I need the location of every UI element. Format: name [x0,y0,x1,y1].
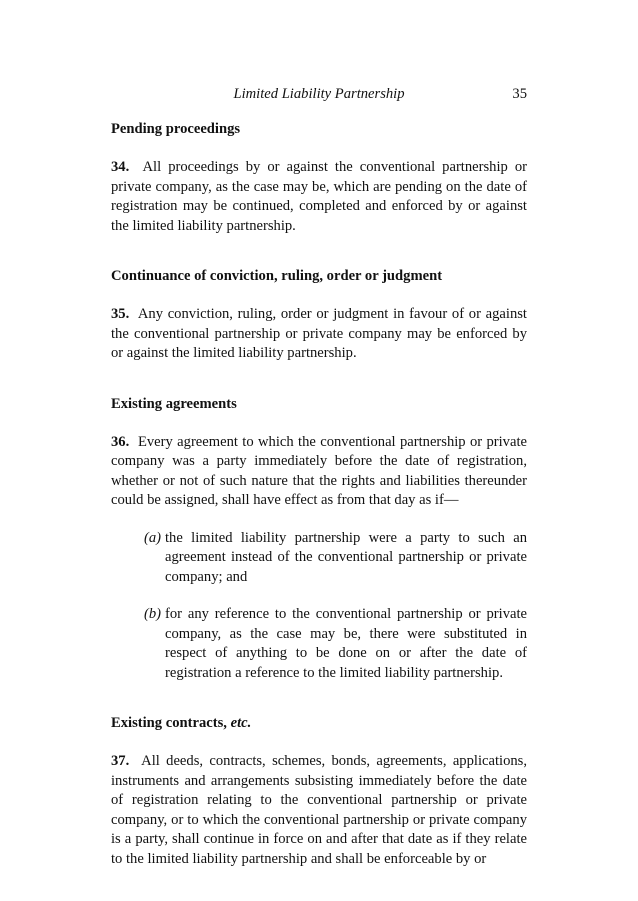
section-number: 37. [111,753,130,769]
document-page [111,86,527,869]
section-heading-suffix: etc. [230,715,252,731]
section-heading: Pending proceedings [111,121,241,137]
running-header [111,86,527,106]
section-text: Any conviction, ruling, order or judgment in favour of or against the conventional partnership or private company may be enforced by or against the limited liability partnership. [111,306,527,361]
section-heading [111,714,527,733]
list-item [144,529,527,588]
section-heading-text: Existing contracts, [111,715,227,731]
section-text: All deeds, contracts, schemes, bonds, agreements, applications, instruments and arrangements subsisting immediately before the date of registration relating to the conventional partnership or private company, or to which the conventional partnership or private company is a party, shall continue in force on and after that date as if they relate to the limited liability partnership and shall be enforceable by or [111,753,527,867]
list-item [144,605,527,683]
section-37 [111,714,527,869]
section-heading: Continuance of conviction, ruling, order or judgment [111,268,443,284]
section-paragraph [111,305,527,364]
section-paragraph [111,752,527,869]
section-34 [111,120,527,236]
section-paragraph [111,158,527,236]
list-item-marker: (b) [144,606,162,622]
list-item-text: the limited liability partnership were a party to such an agreement instead of the conventional partnership or private company; and [165,529,527,585]
section-number: 35. [111,306,130,322]
section-heading: Existing agreements [111,395,237,412]
section-text: Every agreement to which the conventional partnership or private company was a party immediately before the date of registration, whether or not of such nature that the rights and liabilities thereunder could be assigned, shall have effect as from that day as if— [111,433,527,508]
section-number: 34. [111,159,130,175]
list-item-marker: (a) [144,529,162,546]
section-number: 36. [111,433,130,450]
running-title: Limited Liability Partnership [233,86,405,102]
section-35 [111,267,527,364]
section-text: All proceedings by or against the conventional partnership or private company, as the case may be, which are pending on the date of registration may be continued, completed and enforced by or against the limited liability partnership. [111,159,528,234]
list-item-text: for any reference to the conventional partnership or private company, as the case may be, there were substituted in respect of anything to be done on or after the date of registration a reference to the limited liability partnership. [165,606,527,681]
page-number: 35 [512,86,527,102]
section-paragraph [111,433,527,511]
section-36 [111,395,527,684]
